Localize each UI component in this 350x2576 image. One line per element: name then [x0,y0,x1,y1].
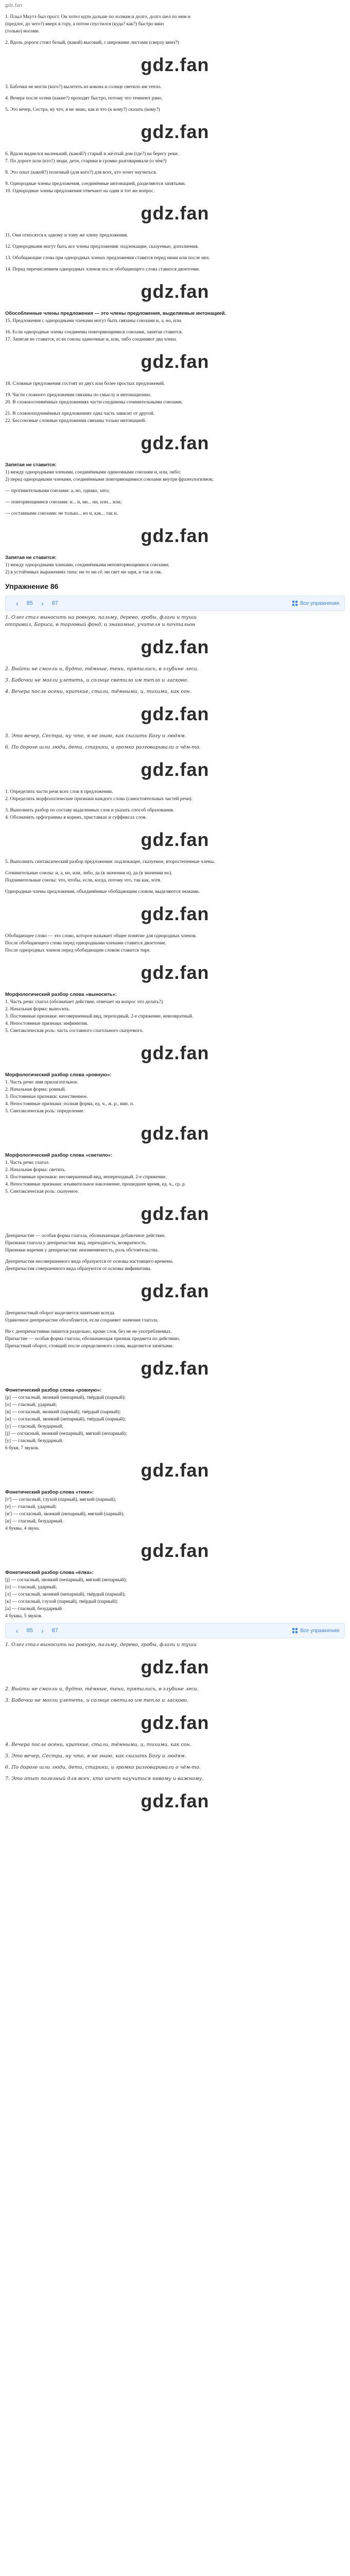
text-line: 10. Однородные члены предложения отвечают на один и тот же вопрос. [5,189,155,194]
text-line: — повторяющимися союзами: и... и, ни... ни, или... или; [5,500,122,505]
text-block-5 [0,788,350,821]
watermark: gdz.fan [141,1203,209,1224]
watermark: gdz.fan [141,351,209,372]
page-header [0,0,350,13]
text-line: 1. Определить части речи всех слов в предложении. [5,789,113,794]
handwritten-line: 3. Бабочки не могли улететь, и солнце светило им тепло и ласково. [5,677,189,683]
text-block-6c [0,1152,350,1195]
watermark: gdz.fan [141,703,209,724]
text-line: (предлог, до чего?) вверх в гору, а потом спустился (куда? как?) быстро вниз [5,22,164,27]
text-line: 19. Части сложного предложения связаны по смыслу и интонационно. [5,393,152,398]
prev-exercise-button[interactable]: ‹ [16,1626,19,1635]
handwritten-line: 4. Вечера после осени, краткие, стали, тёмными, и, тихими, как сон. [5,689,191,694]
text-line: 18. Сложные предложения состоят из двух или более простых предложений. [5,381,165,386]
watermark: gdz.fan [141,1358,209,1379]
text-line: Фонетический разбор слова «тени»: [5,1489,94,1495]
watermark: gdz.fan [141,829,209,850]
text-line: 5. Это вечер, Сестра, ну что, я не знаю, как и что (к кому?) сказать (кому?) [5,107,160,112]
handwritten-line: 4. Вечера после осени, краткие, стали, тёмными, и, тихими, как сон. [5,1742,191,1748]
text-line: 6 букв, 7 звуков. [5,1446,39,1451]
text-line: 9. Однородные члены предложения, соединённые интонацией, разделяются запятыми. [5,181,186,187]
text-block-7b [0,1310,350,1350]
text-line: [j] — согласный, звонкий (непарный), мягкий (непарный); [5,1431,127,1436]
text-block-5b [0,858,350,895]
text-line: 3. Постоянные признаки: несовершенный вид, непереходный, 2-е спряжение. [5,1175,167,1180]
text-line: Причастный оборот, стоящий после определяемого слова, выделяется запятыми. [5,1344,173,1349]
watermark: gdz.fan [141,121,209,142]
text-line: 1. Часть речи: глагол. [5,1160,50,1165]
text-block-8 [0,1387,350,1452]
watermark: gdz.fan [141,1042,209,1063]
text-line: 6. Вдали виднелся маленький, (какой?) старый и жёлтый дом (где?) на берегу реки. [5,151,179,157]
prev-exercise-button[interactable]: ‹ [16,599,19,607]
handwritten-line: 5. Это вечер, Сестра, ну что, я не знаю, как сказать Богу и людям. [5,733,186,739]
text-line: [а] — гласный, безударный. [5,1606,63,1612]
watermark: gdz.fan [141,1540,209,1561]
text-line: [н] — согласный, звонкий (непарный), твёрдый (парный); [5,1417,126,1422]
text-line: 11. Они относятся к одному и тому же члену предложения. [5,233,128,238]
text-block-6 [0,991,350,1035]
text-line: [е] — гласный, ударный; [5,1504,57,1510]
text-line: 14. Перед перечислением однородных членов после обобщающего слова ставится двоеточие. [5,267,200,272]
exercise-title: Упражнение 86 [5,582,59,590]
next-exercise-number[interactable]: 87 [51,1628,58,1634]
watermark: gdz.fan [141,1790,209,1811]
exercise-nav [5,596,345,611]
watermark: gdz.fan [141,1460,209,1481]
text-block-5c [0,933,350,954]
text-block-2b [0,232,350,273]
text-line: 2) в устойчивых выражениях типа: ни то ни сё, ни свет ни заря, и так и сяк. [5,570,163,575]
text-line: [н'] — согласный, звонкий (непарный), мягкий (парный); [5,1512,125,1517]
text-block-1 [0,13,350,46]
exercise-nav-bottom [5,1623,345,1638]
text-block-2 [0,150,350,195]
text-line: 2. Начальная форма: светить. [5,1167,66,1173]
handwritten-line: отправил, Бориса, в торговый фонд, и знакомые, учителя и почтальон [5,622,196,628]
handwritten-line: 1. Олег стал выносить на ровную, пальму, дерево, гробы, флаги и туши [5,1642,197,1648]
all-exercises-label: Все упражнения [300,600,339,606]
text-line: [о] — гласный, ударный; [5,1585,57,1590]
text-line: После обобщающего слова перед однородными членами ставится двоеточие. [5,941,166,946]
text-line: Деепричастный оборот выделяется запятыми всегда. [5,1311,116,1316]
text-line: 22. Бессоюзные сложные предложения связаны только интонацией. [5,418,146,423]
text-line: 2. Начальная форма: ровный. [5,1087,66,1092]
text-line: 5. Синтаксическая роль: часть составного глагольного сказуемого. [5,1028,144,1033]
text-line: Фонетический разбор слова «ёлка»: [5,1570,94,1575]
text-line: [j] — согласный, звонкий (непарный), мягкий (непарный); [5,1578,127,1583]
text-line: 3. Постоянные признаки: несовершенный вид, переходный, 2-е спряжение, невозвратный. [5,1014,194,1019]
text-line: 1. Часть речи: имя прилагательное. [5,1080,79,1085]
handwritten-line: 6. По дороге шли люди, дети, старики, и громко разговаривали о чём-то. [5,744,201,750]
text-line: Деепричастия совершенного вида образуются от основы инфинитива. [5,1266,151,1272]
text-line: 8. Это опыт (какой?) полезный (для кого?) для всех, кто хочет научиться. [5,170,157,175]
text-line: Обособленные члены предложения — это члены предложения, выделяемые интонацией. [5,311,226,316]
text-line: Морфологический разбор слова «светило»: [5,1153,113,1158]
watermark: gdz.fan [141,903,209,924]
text-line: 5. Выполнить синтаксический разбор предложения: подлежащее, сказуемое, второстепенные члены. [5,859,215,865]
text-block-4b [0,554,350,576]
text-line: Запятая не ставится: [5,462,57,468]
grid-icon [292,1628,297,1633]
watermark: gdz.fan [141,962,209,983]
handwritten-block-1c [0,733,350,751]
text-line: Обобщающее слово — это слово, которое называет общее понятие для однородных членов. [5,934,197,939]
text-line: 17. Запятая не ставится, если союзы одиночные и, или, либо соединяют два члена. [5,337,178,342]
text-line: 5. Синтаксическая роль: определение. [5,1109,84,1114]
watermark: gdz.fan [141,759,209,780]
text-line: 4 буквы, 5 звуков. [5,1614,43,1619]
watermark: gdz.fan [141,281,209,302]
next-exercise-button[interactable]: › [41,1626,44,1635]
text-line: [к] — согласный, глухой (парный), твёрдый (парный); [5,1599,118,1604]
text-block-3 [0,310,350,343]
watermark: gdz.fan [141,1712,209,1733]
text-line: [в] — согласный, звонкий (парный), твёрдый (парный); [5,1410,121,1415]
text-line: Морфологический разбор слова «ровную»: [5,1072,112,1078]
text-line: [р] — согласный, звонкий (непарный), твёрдый (парный); [5,1395,126,1400]
text-line: Одиночное деепричастие обособляется, если сохраняет значение глагола. [5,1318,159,1323]
handwritten-line: 7. Это опыт полезный для всех, кто хочет научиться новому и важному. [5,1776,204,1782]
watermark: gdz.fan [141,1280,209,1301]
text-block-6b [0,1072,350,1115]
text-line: — противительными союзами: а, но, однако, зато; [5,488,110,494]
text-line: Признаки наречия у деепричастия: неизменяемость, роль обстоятельства. [5,1248,159,1253]
handwritten-line: 6. По дороге шли люди, дети, старики, и громко разговаривали о чём-то. [5,1765,201,1770]
handwritten-block-1b [0,666,350,696]
text-line: 20. В сложносочинённых предложениях части соединены сочинительными союзами. [5,400,183,405]
text-line: Причастие — особая форма глагола, обозначающая признак предмета по действию. [5,1336,180,1342]
text-line: 4 буквы, 4 звука. [5,1526,40,1531]
text-line: Морфологический разбор слова «выносить»: [5,992,117,997]
handwritten-line: 1. Олег стал выносить на ровную, пальму, дерево, гробы, флаги и туши [5,615,197,620]
watermark: gdz.fan [141,202,209,224]
all-exercises-button[interactable] [286,601,339,606]
text-line: 1. Плыл Мкутэ был прост. Он хотел идти дальше по холмам и долго, долго шел по ним и [5,14,190,20]
text-line: 1) между однородными членами, соединёнными одиночными союзами и, или, либо; [5,470,181,475]
handwritten-line: 5. Это вечер, Сестра, ну что, я не знаю, как сказать Богу и людям. [5,1753,186,1759]
header-label: gdz.fan [5,2,22,8]
text-line: 4. Обозначить орфограммы в корнях, приставках и суффиксах слов. [5,815,147,820]
text-block-7 [0,1232,350,1273]
text-block-8b [0,1489,350,1532]
text-line: 2. Вдоль дороги стоял белый, (какой) высокий, с широкими листами (сверху вниз?) [5,40,179,45]
watermark: gdz.fan [141,1123,209,1144]
text-line: 16. Если однородные члены соединены повторяющимися союзами, запятая ставится. [5,330,183,335]
next-exercise-button[interactable]: › [41,599,44,607]
watermark: gdz.fan [141,636,209,657]
text-line: 21. В сложноподчинённых предложениях одна часть зависит от другой. [5,411,155,416]
text-line: 4. Вечера после осени (какие?) проходят быстро, потому что темнеют рано. [5,96,163,101]
text-line: 1. Часть речи: глагол (обозначает действие, отвечает на вопрос что делать?). [5,999,164,1005]
text-line: 1) между однородными членами, соединёнными неповторяющимися союзами; [5,563,170,568]
text-line: После однородных членов перед обобщающим словом ставится тире. [5,948,151,953]
text-line: [и] — гласный, безударный. [5,1519,64,1524]
text-line: [л] — согласный, звонкий (непарный), твёрдый (парный); [5,1592,126,1597]
text-line: — составными союзами: не только... но и, как... так и. [5,511,118,516]
text-line: 13. Обобщающие слова при однородных членах предложения ставятся перед ними или после них. [5,256,211,261]
handwritten-block-2b [0,1686,350,1704]
handwritten-block-2c [0,1741,350,1783]
handwritten-block-1 [0,614,350,629]
text-block-1b [0,83,350,113]
watermark: gdz.fan [141,432,209,453]
text-line: [у] — гласный, безударный. [5,1438,63,1444]
text-line: Признаки глагола у деепричастия: вид, переходность, возвратность. [5,1241,147,1246]
all-exercises-button[interactable] [286,1628,339,1634]
handwritten-block-2 [0,1641,350,1649]
text-block-8c [0,1569,350,1620]
handwritten-line: 2. Выйти не смогли и, будто, тёмные, тени, прятались, в глубине леса. [5,666,199,672]
text-line: 2. Определить морфологические признаки каждого слова (самостоятельных частей речи). [5,796,192,802]
all-exercises-label: Все упражнения [300,1628,339,1634]
text-line: [о] — гласный, ударный; [5,1402,57,1408]
text-line: 7. По дороге шли (кто?) люди, дети, старики и громко разговаривали (о чём?) [5,159,167,164]
watermark: gdz.fan [141,54,209,75]
text-line: Деепричастие — особая форма глагола, обозначающая добавочное действие. [5,1233,166,1239]
text-block-4 [0,462,350,517]
text-line: 4. Непостоянные признаки: полная форма, ед. ч., ж. р., вин. п. [5,1101,134,1107]
prev-exercise-number[interactable]: 85 [26,600,33,606]
text-line: Запятая не ставится: [5,555,57,561]
text-block-3b [0,380,350,425]
handwritten-line: 3. Бабочки не могли улететь, и солнце светило им тепло и ласково. [5,1698,189,1703]
text-line: Подчинительные союзы: что, чтобы, если, когда, потому что, так как, хотя. [5,878,162,883]
grid-icon [292,601,297,606]
text-line: 2) перед однородными членами, соединёнными повторяющимися союзами внутри фразеологизмов; [5,477,214,482]
text-line: 2. Начальная форма: выносить. [5,1007,71,1012]
text-line: 12. Однородными могут быть все члены предложения: подлежащие, сказуемые, дополнения. [5,244,199,249]
handwritten-line: 2. Выйти не смогли и, будто, тёмные, тени, прятались, в глубине леса. [5,1686,199,1692]
text-line: 3. Постоянные признаки: качественное. [5,1094,88,1099]
text-line: Однородные члены предложения, объединённые обобщающим словом, выделяются знаками. [5,889,200,894]
text-line: [у] — гласный, безударный; [5,1424,63,1429]
text-line: 4. Непостоянные признаки: инфинитив. [5,1021,89,1026]
watermark: gdz.fan [141,525,209,546]
watermark: gdz.fan [141,1656,209,1677]
text-line: Сочинительные союзы: и, а, но, или, либо, да (в значении и), да (в значении но). [5,871,172,876]
text-line: 4. Непостоянные признаки: изъявительное наклонение, прошедшее время, ед. ч., ср. р. [5,1182,186,1187]
text-line: Деепричастия несовершенного вида образуются от основы настоящего времени. [5,1259,173,1264]
text-line: (только) ногами. [5,29,40,34]
text-line: 3. Бабочки не могли (кого?) вылететь из кокона и солнце светило им тепло. [5,84,162,90]
text-line: [т'] — согласный, глухой (парный), мягкий (парный); [5,1497,116,1502]
text-line: Фонетический разбор слова «ровную»: [5,1387,102,1393]
text-line: 5. Синтаксическая роль: сказуемое. [5,1189,79,1194]
prev-exercise-number[interactable]: 85 [26,1628,33,1634]
next-exercise-number[interactable]: 87 [51,600,58,606]
text-line: Не с деепричастиями пишется раздельно, кроме слов, без не не употребляемых. [5,1329,172,1334]
text-line: 3. Выполнить разбор по составу выделенных слов и указать способ образования. [5,808,174,813]
text-line: 15. Предложения с однородными членами могут быть связаны союзами и, а, но, или. [5,318,182,324]
